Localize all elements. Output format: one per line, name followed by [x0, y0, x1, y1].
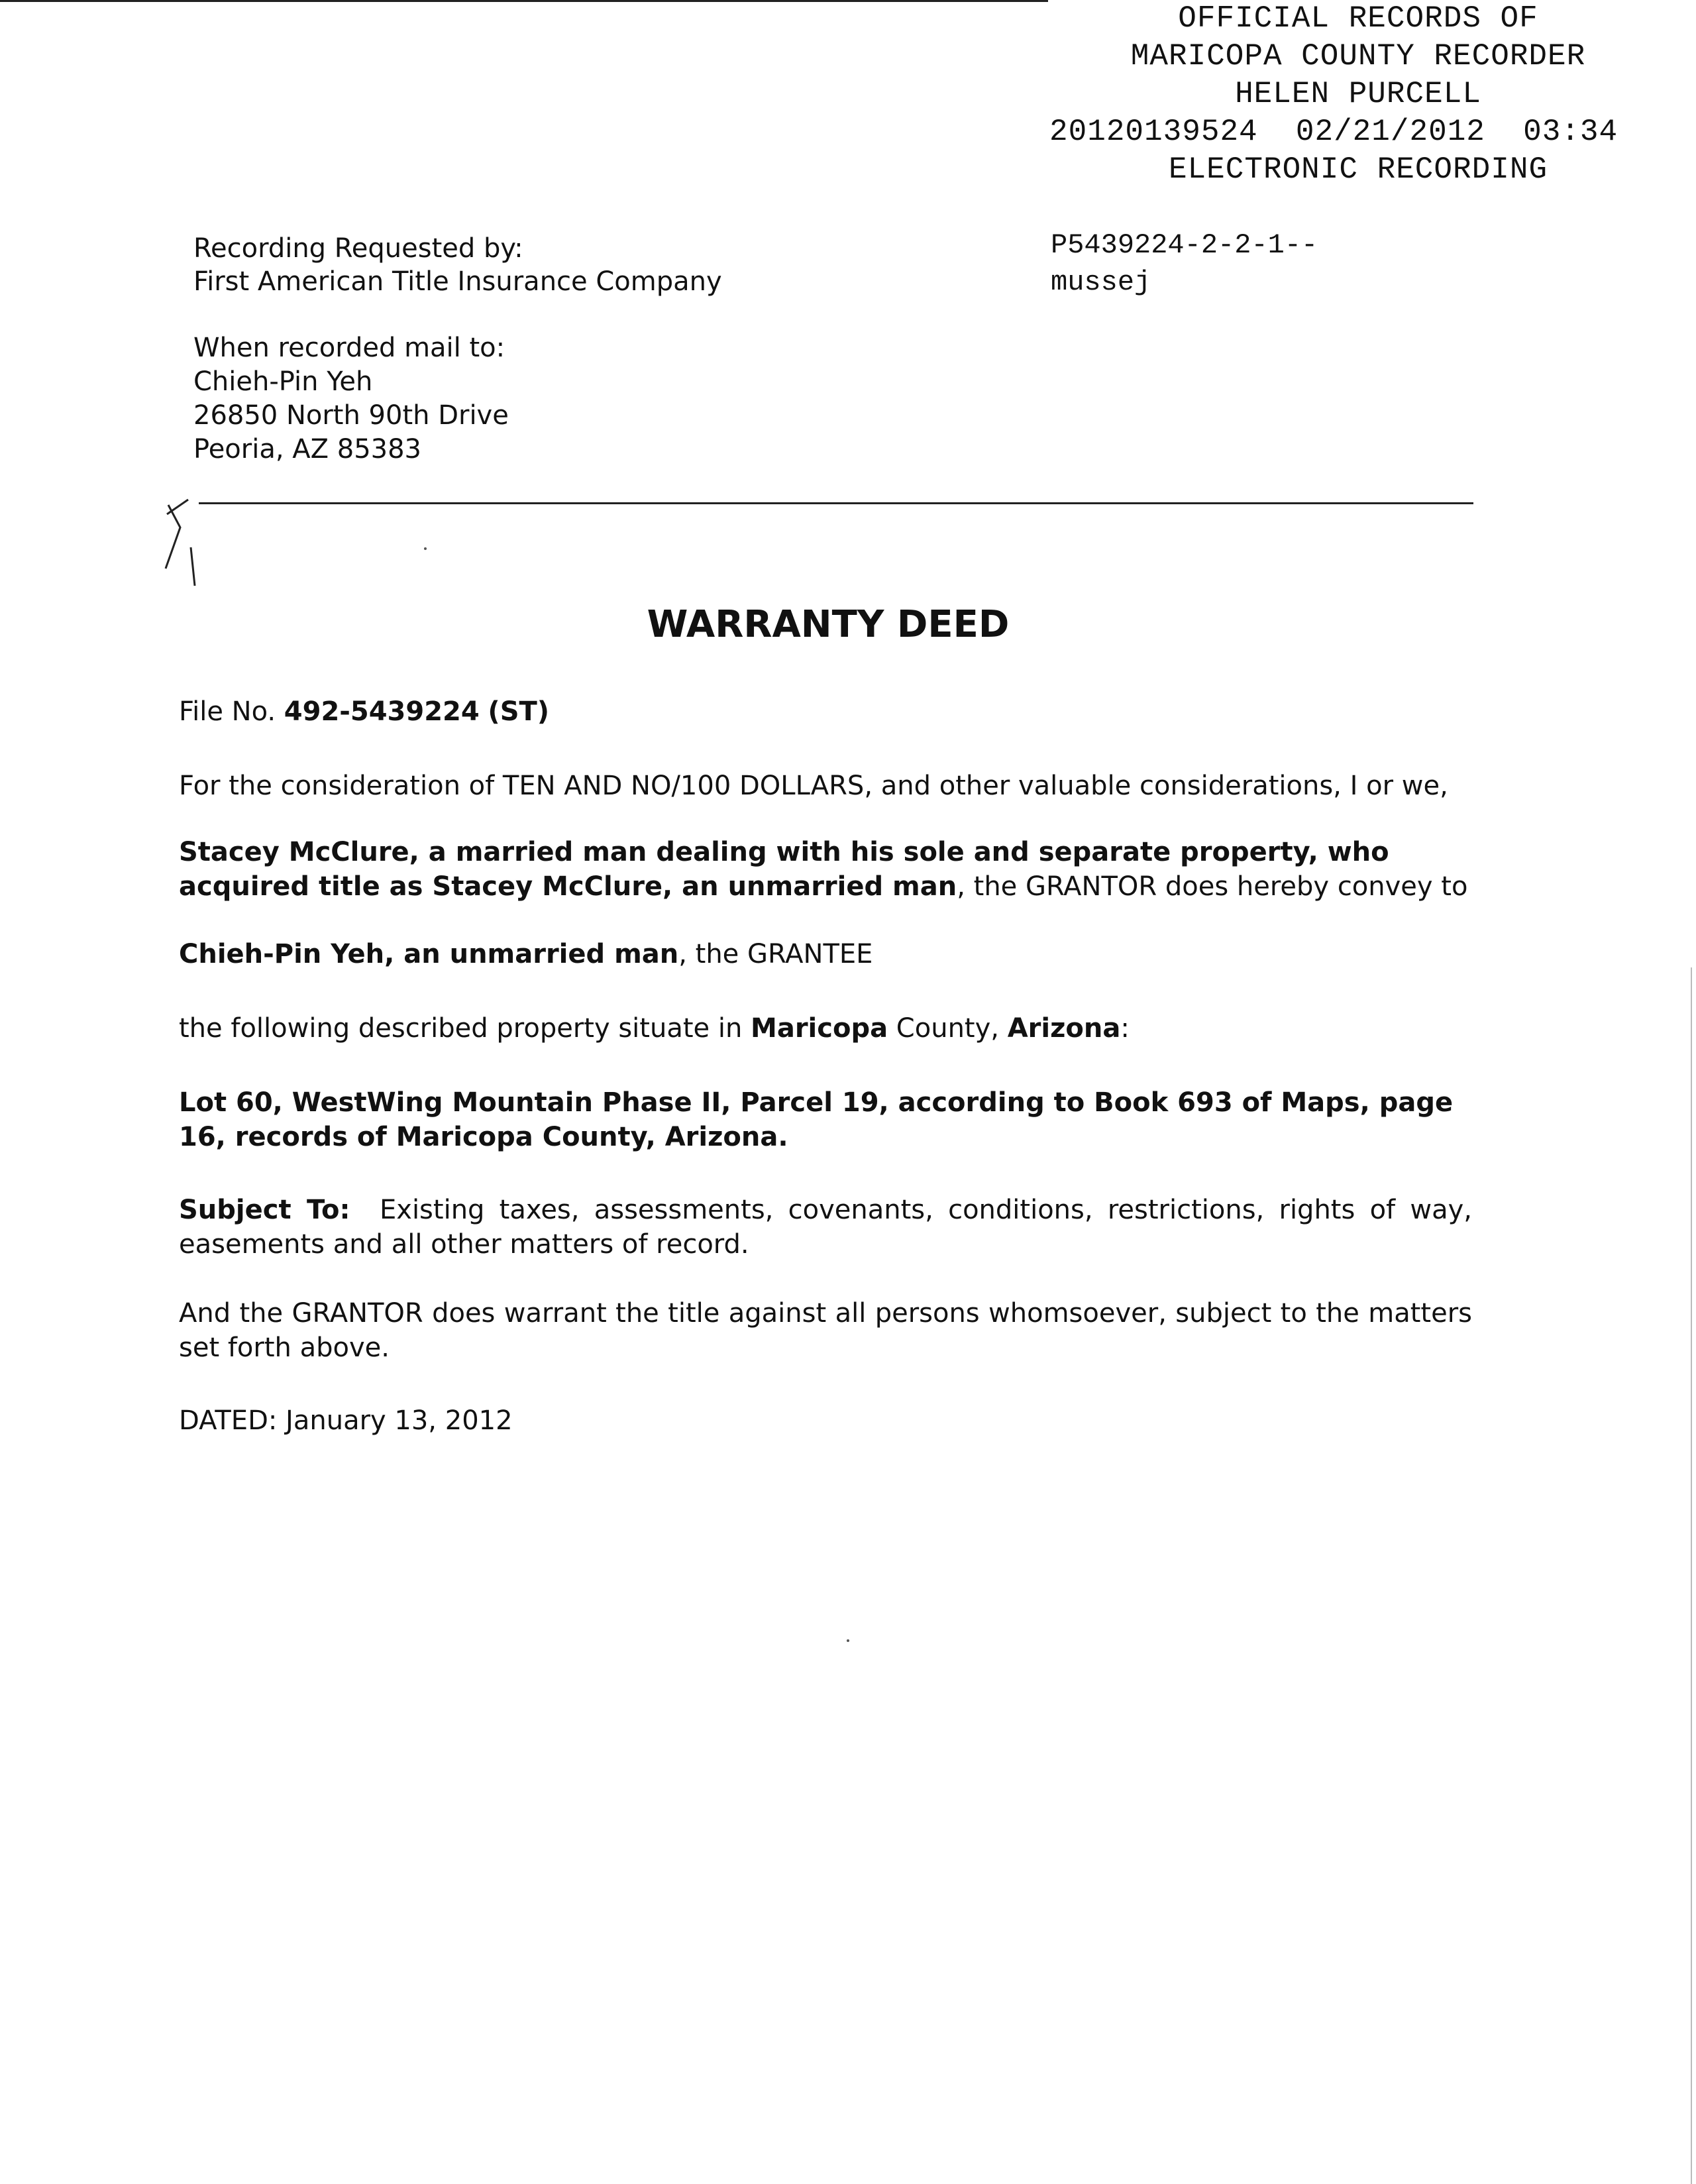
file-label: File No.	[179, 696, 276, 727]
grantee-paragraph	[179, 937, 1472, 971]
record-reference	[1051, 227, 1318, 301]
requester-label: Recording Requested by:	[193, 233, 523, 264]
recorder-line-3: HELEN PURCELL	[1235, 77, 1481, 111]
grantee-name: Chieh-Pin Yeh, an unmarried man	[179, 939, 679, 969]
mail-to-street: 26850 North 90th Drive	[193, 400, 509, 431]
header-separator	[199, 502, 1473, 504]
recorder-line-4: 20120139524 02/21/2012 03:34	[1049, 115, 1618, 149]
subject-to-paragraph	[179, 1193, 1472, 1262]
subject-to-label: Subject To:	[179, 1195, 350, 1225]
warranty-clause: And the GRANTOR does warrant the title against all persons whomsoever, subject to the matters set forth above.	[179, 1298, 1472, 1363]
property-situate-paragraph	[179, 1011, 1472, 1046]
situate-mid: County,	[888, 1013, 1008, 1044]
handwritten-mark-icon	[160, 496, 213, 595]
situate-pre: the following described property situate in	[179, 1013, 751, 1044]
dated-line: DATED: January 13, 2012	[179, 1405, 513, 1436]
recorder-stamp	[1034, 0, 1683, 189]
situate-county: Maricopa	[751, 1013, 888, 1044]
recording-requested-by	[193, 232, 722, 298]
grantor-paragraph	[179, 835, 1472, 904]
record-code: P5439224-2-2-1--	[1051, 229, 1318, 261]
recorder-line-2: MARICOPA COUNTY RECORDER	[1130, 39, 1586, 74]
requester-name: First American Title Insurance Company	[193, 266, 722, 297]
top-rule	[0, 0, 1048, 2]
grantor-name: Stacey McClure, a married man dealing with his sole and separate property, who acquired title as Stacey McClure, an unmarried man	[179, 837, 1389, 902]
file-number-value: 492-5439224	[284, 696, 480, 727]
subject-to-text: Existing taxes, assessments, covenants, conditions, restrictions, rights of way, easements and all other matters of record.	[179, 1195, 1472, 1260]
file-number	[179, 694, 1472, 729]
recorder-line-1: OFFICIAL RECORDS OF	[1178, 1, 1538, 36]
scan-speck	[424, 547, 427, 550]
consideration-paragraph: For the consideration of TEN AND NO/100 DOLLARS, and other valuable considerations, I or we,	[179, 771, 1448, 801]
scan-edge-line	[1691, 967, 1692, 2184]
recorder-line-5: ELECTRONIC RECORDING	[1168, 152, 1548, 187]
scan-speck	[847, 1639, 849, 1642]
mail-to-block	[193, 331, 509, 466]
grantee-rest: , the GRANTEE	[678, 939, 873, 969]
situate-state: Arizona	[1007, 1013, 1121, 1044]
mail-to-name: Chieh-Pin Yeh	[193, 366, 373, 397]
mail-to-label: When recorded mail to:	[193, 333, 505, 363]
record-user: mussej	[1051, 266, 1151, 298]
file-suffix: (ST)	[488, 696, 550, 727]
grantor-rest: , the GRANTOR does hereby convey to	[957, 871, 1468, 902]
mail-to-city: Peoria, AZ 85383	[193, 434, 422, 464]
document-title: WARRANTY DEED	[647, 603, 1010, 646]
legal-description: Lot 60, WestWing Mountain Phase II, Parcel 19, according to Book 693 of Maps, page 16, records of Maricopa County, Arizona.	[179, 1087, 1454, 1152]
situate-post: :	[1120, 1013, 1130, 1044]
